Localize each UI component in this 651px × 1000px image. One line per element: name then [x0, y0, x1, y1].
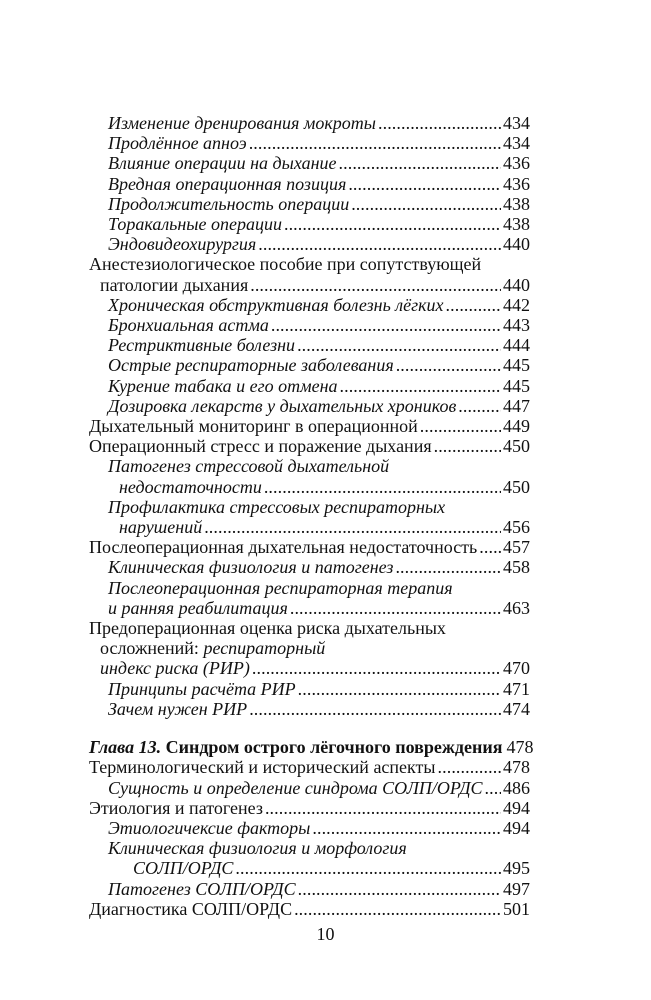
- leader-dots: [479, 537, 501, 557]
- leader-dots: [348, 174, 501, 194]
- toc-page-number: 474: [503, 698, 530, 719]
- toc-entry-title-line1: Послеоперационная респираторная терапия: [108, 577, 453, 598]
- toc-entry-respiratory-monitoring: [89, 416, 530, 436]
- toc-entry-endovideosurgery: [89, 234, 530, 254]
- toc-page-number: 450: [503, 436, 530, 457]
- toc-entry-anesthesia-comorbidity: [89, 254, 530, 294]
- toc-entry-stress-pathogenesis: [89, 456, 530, 496]
- leader-dots: [264, 477, 501, 497]
- leader-dots: [446, 295, 501, 315]
- leader-dots: [420, 416, 501, 436]
- leader-dots: [378, 113, 501, 133]
- leader-dots: [249, 699, 501, 719]
- toc-page-number: 442: [503, 294, 530, 315]
- toc-page-number: 501: [503, 898, 530, 919]
- toc-entry-title-line2: СОЛП/ОРДС: [133, 858, 234, 879]
- toc-entry-title: Операционный стресс и поражение дыхания: [89, 436, 432, 457]
- toc-entry-etiology: [89, 798, 530, 818]
- toc-entry-preop-risk: [89, 618, 530, 679]
- toc-page-number: 443: [503, 315, 530, 336]
- leader-dots: [271, 315, 501, 335]
- toc-entry-etiological-factors: [89, 818, 530, 838]
- toc-entry-title: Терминологический и исторический аспекты: [89, 757, 436, 778]
- leader-dots: [258, 234, 501, 254]
- toc-page-number: 445: [503, 375, 530, 396]
- chapter-title: Синдром острого лёгочного повреждения: [165, 737, 503, 758]
- chapter-label: Глава 13.: [89, 737, 162, 758]
- toc-entry-title: Торакальные операции: [108, 214, 282, 235]
- toc-entry-title-line1: Анестезиологическое пособие при сопутствующей: [89, 254, 482, 275]
- toc-entry-smoking: [89, 376, 530, 396]
- toc-page-number: 471: [503, 678, 530, 699]
- toc-entry-title: Вредная операционная позиция: [108, 173, 347, 194]
- toc-entry-title-line2: нарушений: [119, 517, 203, 538]
- toc-entry-asthma: [89, 315, 530, 335]
- toc-entry-operational-stress: [89, 436, 530, 456]
- leader-dots: [395, 557, 501, 577]
- toc-entry-pathogenesis: [89, 879, 530, 899]
- leader-dots: [339, 153, 501, 173]
- leader-dots: [485, 778, 501, 798]
- toc-entry-title: Эндовидеохирургия: [108, 234, 257, 255]
- toc-entry-surgery-duration: [89, 194, 530, 214]
- toc-entry-title: Изменение дренирования мокроты: [108, 113, 376, 133]
- section-gap: [89, 719, 530, 737]
- toc-entry-sputum-drainage: [89, 113, 530, 133]
- toc-entry-title: Принципы расчёта РИР: [108, 678, 296, 699]
- toc-entry-drug-dosing: [89, 396, 530, 416]
- toc-entry-stress-prevention: [89, 497, 530, 537]
- toc-entry-title: Продлённое апноэ: [108, 133, 247, 154]
- toc-entry-title: Сущность и определение синдрома СОЛП/ОРДС: [108, 777, 483, 798]
- chapter-heading: [89, 737, 503, 757]
- toc-page-number: 436: [503, 153, 530, 174]
- toc-entry-title-line1: Предоперационная оценка риска дыхательных: [89, 618, 446, 639]
- toc-entry-rir-why: [89, 699, 530, 719]
- toc-page-number: 449: [503, 416, 530, 437]
- toc-page-number: 497: [503, 878, 530, 899]
- leader-dots: [351, 194, 501, 214]
- toc-entry-title-line2: недостаточности: [119, 476, 262, 497]
- leader-dots: [396, 355, 501, 375]
- toc-page-number: 434: [503, 133, 530, 154]
- toc-entry-copd: [89, 295, 530, 315]
- toc-page-number: 486: [503, 777, 530, 798]
- leader-dots: [298, 679, 501, 699]
- toc-entry-postop-respiratory-failure: [89, 537, 530, 557]
- toc-entry-title: Острые респираторные заболевания: [108, 355, 394, 376]
- toc-page-number: 457: [503, 537, 530, 558]
- leader-dots: [250, 275, 501, 295]
- toc-entry-title-line2: патологии дыхания: [100, 274, 249, 295]
- leader-dots: [340, 376, 502, 396]
- leader-dots: [284, 214, 501, 234]
- toc-entry-title: Этиологичексие факторы: [108, 817, 311, 838]
- table-of-contents: [89, 113, 534, 919]
- toc-page-number: 436: [503, 173, 530, 194]
- toc-entry-title-line2: и ранняя реабилитация: [108, 597, 288, 618]
- toc-entry-title: Этиология и патогенез: [89, 797, 263, 818]
- toc-page-number: 494: [503, 797, 530, 818]
- toc-entry-harmful-position: [89, 174, 530, 194]
- toc-page-number: 438: [503, 214, 530, 235]
- toc-entry-title: Влияние операции на дыхание: [108, 153, 337, 174]
- toc-entry-title: Патогенез СОЛП/ОРДС: [108, 878, 296, 899]
- toc-page-number: 445: [503, 355, 530, 376]
- toc-page-number: 470: [503, 658, 530, 679]
- toc-entry-title-line2-italic: респираторный: [203, 638, 326, 659]
- toc-page-number: 447: [503, 395, 530, 416]
- toc-entry-prolonged-apnea: [89, 133, 530, 153]
- toc-entry-title: Зачем нужен РИР: [108, 698, 248, 719]
- toc-entry-title-line1: Патогенез стрессовой дыхательной: [108, 456, 390, 477]
- toc-page-number: 495: [503, 858, 530, 879]
- toc-entry-title: Бронхиальная астма: [108, 315, 269, 336]
- toc-entry-postop-therapy: [89, 578, 530, 618]
- toc-entry-definition: [89, 778, 530, 798]
- toc-page-number: 478: [506, 737, 534, 758]
- leader-dots: [438, 757, 501, 777]
- toc-entry-title: Дыхательный мониторинг в операционной: [89, 416, 418, 437]
- toc-page-number: 463: [503, 597, 530, 618]
- toc-chapter-13: [89, 737, 534, 758]
- leader-dots: [434, 436, 501, 456]
- toc-entry-title-line2-regular: осложнений:: [100, 638, 204, 659]
- leader-dots: [235, 858, 501, 878]
- toc-page-number: 458: [503, 557, 530, 578]
- toc-page-number: 438: [503, 193, 530, 214]
- toc-entry-title: Клиническая физиология и патогенез: [108, 557, 394, 578]
- toc-page-number: 434: [503, 113, 530, 133]
- toc-entry-title: Дозировка лекарств у дыхательных хроников: [108, 395, 457, 416]
- toc-page-number: 440: [503, 234, 530, 255]
- leader-dots: [458, 396, 501, 416]
- toc-entry-morphology: [89, 838, 530, 878]
- leader-dots: [312, 818, 501, 838]
- leader-dots: [297, 335, 501, 355]
- leader-dots: [249, 133, 501, 153]
- toc-page-number: 478: [503, 757, 530, 778]
- leader-dots: [298, 879, 501, 899]
- toc-page-number: 450: [503, 476, 530, 497]
- toc-entry-title-line1: Клиническая физиология и морфология: [108, 838, 407, 859]
- toc-entry-clinical-physiology: [89, 557, 530, 577]
- toc-entry-title: Диагностика СОЛП/ОРДС: [89, 898, 293, 919]
- toc-entry-title: Послеоперационная дыхательная недостаточность: [89, 537, 478, 558]
- toc-entry-title-line2: [89, 638, 530, 658]
- page-number: 10: [316, 924, 335, 944]
- toc-entry-restrictive: [89, 335, 530, 355]
- toc-page-number: 494: [503, 817, 530, 838]
- toc-page-number: 456: [503, 517, 530, 538]
- leader-dots: [265, 798, 501, 818]
- toc-entry-title: Курение табака и его отмена: [108, 375, 338, 396]
- leader-dots: [252, 658, 501, 678]
- toc-entry-thoracic-surgery: [89, 214, 530, 234]
- leader-dots: [294, 899, 501, 919]
- toc-entry-title-line1: Профилактика стрессовых респираторных: [108, 496, 446, 517]
- leader-dots: [204, 517, 501, 537]
- toc-entry-title: Хроническая обструктивная болезнь лёгких: [108, 294, 444, 315]
- toc-page-number: 444: [503, 335, 530, 356]
- toc-entry-terminology: [89, 757, 530, 777]
- toc-entry-title: Продолжительность операции: [108, 193, 350, 214]
- toc-entry-rir-principles: [89, 679, 530, 699]
- leader-dots: [290, 598, 501, 618]
- toc-entry-title: Рестриктивные болезни: [108, 335, 296, 356]
- toc-entry-diagnostics: [89, 899, 530, 919]
- toc-entry-title-line3: индекс риска (РИР): [100, 658, 250, 679]
- toc-page-number: 440: [503, 274, 530, 295]
- toc-entry-surgery-breathing: [89, 153, 530, 173]
- toc-entry-acute-respiratory: [89, 355, 530, 375]
